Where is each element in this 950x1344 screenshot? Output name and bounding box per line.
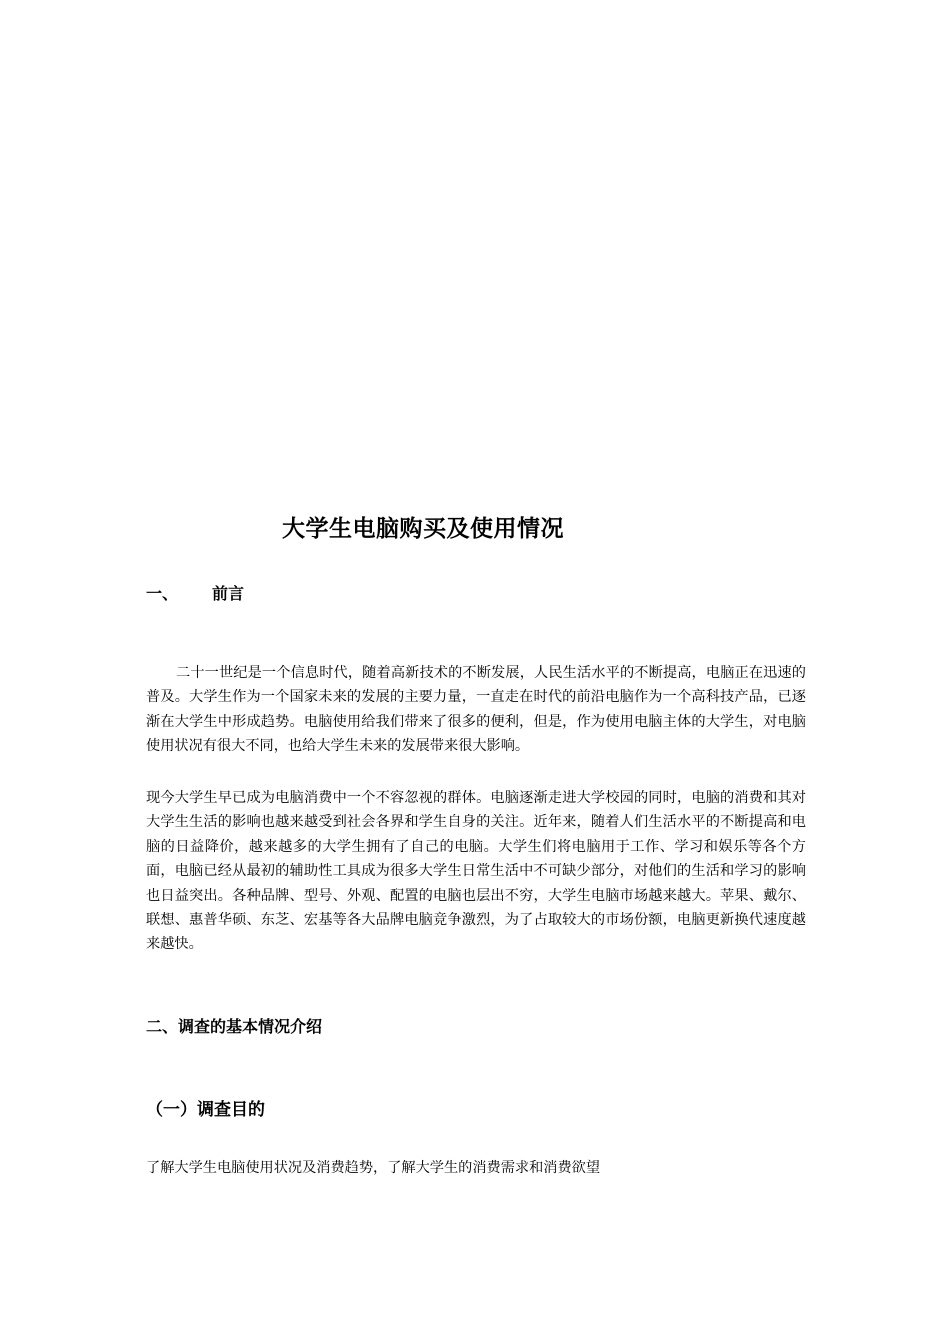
section-title: 前言 — [212, 584, 245, 603]
document-title: 大学生电脑购买及使用情况 — [282, 516, 564, 542]
section-number: 一、 — [146, 584, 179, 603]
subsection-heading-purpose: （一）调查目的 — [146, 1100, 265, 1120]
paragraph-background: 现今大学生早已成为电脑消费中一个不容忽视的群体。电脑逐渐走进大学校园的同时，电脑的消费和其对大学生生活的影响也越来越受到社会各界和学生自身的关注。近年来，随着人们生活水平的不断提高和电脑的日益降价，越来越多的大学生拥有了自己的电脑。大学生们将电脑用于工作、学习和娱乐等各个方面，电脑已经从最初的辅助性工具成为很多大学生日常生活中不可缺少部分，对他们的生活和学习的影响也日益突出。各种品牌、型号、外观、配置的电脑也层出不穷，大学生电脑市场越来越大。苹果、戴尔、联想、惠普华硕、东芝、宏基等各大品牌电脑竞争激烈，为了占取较大的市场份额，电脑更新换代速度越来越快。 — [146, 790, 806, 953]
paragraph-purpose: 了解大学生电脑使用状况及消费趋势，了解大学生的消费需求和消费欲望 — [146, 1160, 601, 1176]
paragraph-intro: 二十一世纪是一个信息时代，随着高新技术的不断发展，人民生活水平的不断提高，电脑正在迅速的普及。大学生作为一个国家未来的发展的主要力量，一直走在时代的前沿电脑作为一个高科技产品，已逐渐在大学生中形成趋势。电脑使用给我们带来了很多的便利，但是，作为使用电脑主体的大学生，对电脑使用状况有很大不同，也给大学生未来的发展带来很大影响。 — [146, 665, 806, 755]
section-heading-survey: 二、调查的基本情况介绍 — [146, 1017, 323, 1036]
section-heading-preface — [146, 581, 244, 604]
